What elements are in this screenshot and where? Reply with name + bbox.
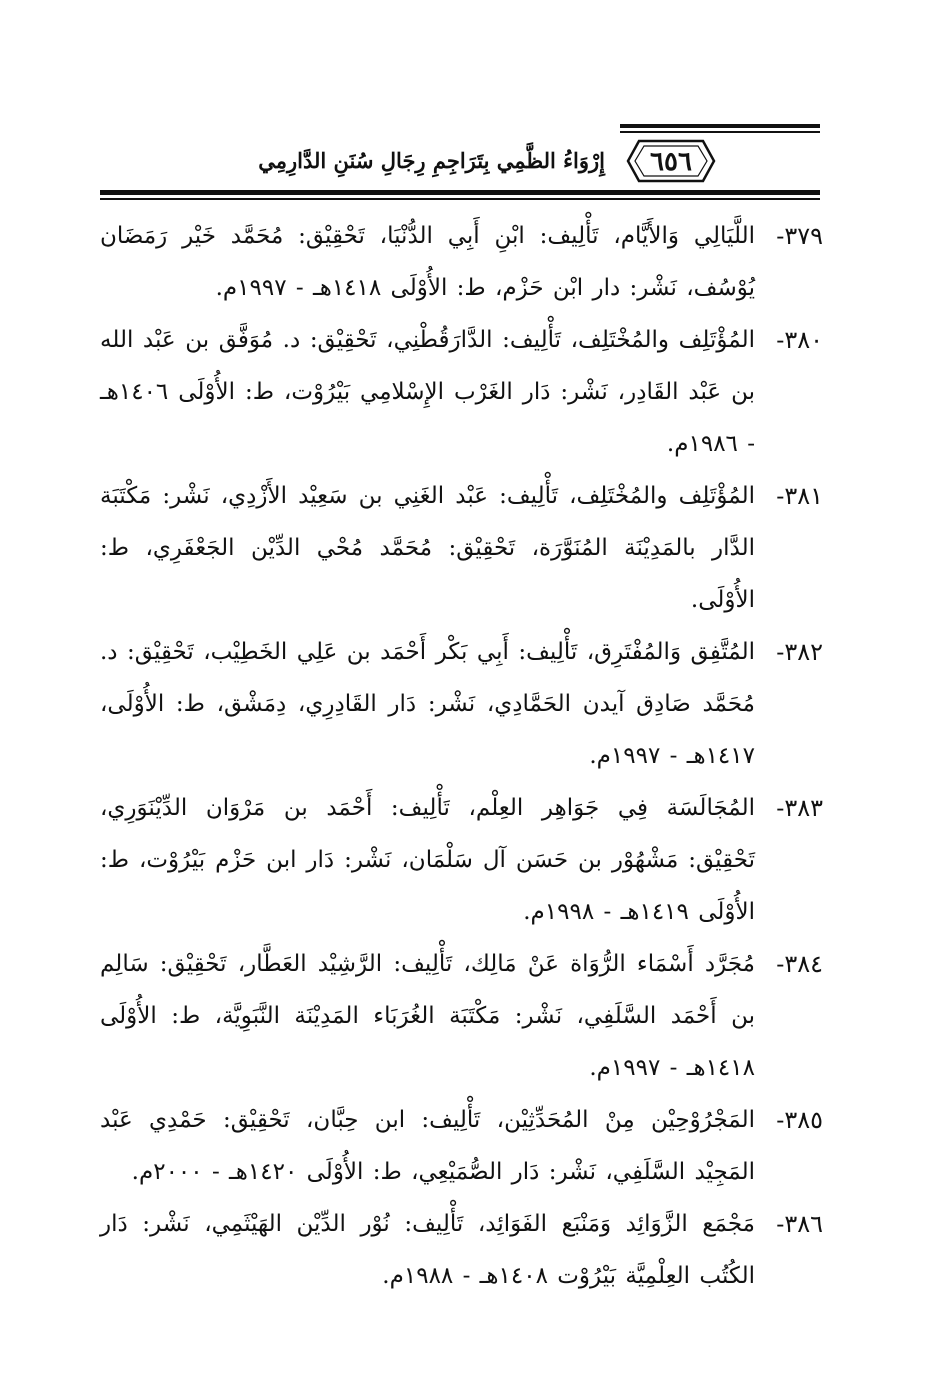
entry-number: ٣٨١- (776, 482, 823, 510)
bibliography-entry (100, 314, 823, 470)
bibliography-entry (100, 782, 823, 938)
bibliography-entry (100, 1198, 823, 1302)
entry-number: ٣٨٤- (776, 950, 823, 978)
entry-number: ٣٧٩- (776, 222, 823, 250)
page-number: ٦٥٦ (650, 147, 692, 177)
header-rule-top-thin (620, 131, 820, 133)
page-header (100, 118, 820, 204)
header-rule-bottom-thin (100, 198, 820, 200)
bibliography-entry (100, 626, 823, 782)
running-title: إِرْوَاءُ الظَّمِي بِتَرَاجِمِ رِجَالِ سُنَنِ الدَّارِمِي (258, 148, 605, 173)
header-rule-top (620, 124, 820, 128)
bibliography-entry (100, 1094, 823, 1198)
bibliography-list (100, 210, 823, 1302)
entry-text: مُجَرَّد أَسْمَاء الرُّوَاة عَنْ مَالِك، تَأْلِيف: الرَّشِيْد العَطَّار، تَحْقِيْق: سَالِم بن أَحْمَد السَّلَفِي، نَشْر: مَكْتَبَة الغُرَبَاء المَدِيْنَة النَّبَوِيَّة، ط: الأُوْلَى ١٤١٨هـ - ١٩٩٧م. (100, 951, 755, 1081)
entry-text: المُجَالَسَة فِي جَوَاهِر العِلْم، تَأْلِيف: أَحْمَد بن مَرْوَان الدِّيْنَوَرِي، تَحْقِيْق: مَشْهُوْر بن حَسَن آل سَلْمَان، نَشْر: دَار ابن حَزْم بَيْرُوْت، ط: الأُوْلَى ١٤١٩هـ - ١٩٩٨م. (100, 795, 755, 925)
entry-number: ٣٨٦- (776, 1210, 823, 1238)
bibliography-entry (100, 210, 823, 314)
bibliography-entry (100, 470, 823, 626)
bibliography-entry (100, 938, 823, 1094)
entry-number: ٣٨٠- (776, 326, 823, 354)
entry-text: المُتَّفِق وَالمُفْتَرِق، تَأْلِيف: أَبِي بَكْر أَحْمَد بن عَلِي الخَطِيْب، تَحْقِيْق: د. مُحَمَّد صَادِق آيدن الحَمَّادِي، نَشْر: دَار القَادِرِي، دِمَشْق، ط: الأُوْلَى، ١٤١٧هـ - ١٩٩٧م. (100, 639, 755, 769)
entry-number: ٣٨٣- (776, 794, 823, 822)
entry-text: مَجْمَع الزَّوَائِد وَمَنْبَع الفَوَائِد، تَأْلِيف: نُوْر الدِّيْن الهَيْثَمِي، نَشْر: دَار الكُتُب العِلْمِيَّة بَيْرُوْت ١٤٠٨هـ - ١٩٨٨م. (100, 1211, 755, 1289)
entry-number: ٣٨٢- (776, 638, 823, 666)
entry-text: المُؤْتَلِف والمُخْتَلِف، تَأْلِيف: عَبْد الغَنِي بن سَعِيْد الأَزْدِي، نَشْر: مَكْتَبَة الدَّار بالمَدِيْنَة المُنَوَّرَة، تَحْقِيْق: مُحَمَّد مُحْي الدِّيْن الجَعْفَرِي، ط: الأُوْلَى. (100, 483, 755, 613)
header-rule-bottom (100, 190, 820, 195)
entry-number: ٣٨٥- (776, 1106, 823, 1134)
entry-text: اللَّيَالِي وَالأَيَّام، تَأْلِيف: ابْنِ أَبِي الدُّنْيَا، تَحْقِيْق: مُحَمَّد خَيْر رَمَضَان يُوْسُف، نَشْر: دار ابْن حَزْم، ط: الأُوْلَى ١٤١٨هـ - ١٩٩٧م. (100, 223, 755, 301)
entry-text: المُؤْتَلِف والمُخْتَلِف، تَأْلِيف: الدَّارَقُطْنِي، تَحْقِيْق: د. مُوَفَّق بن عَبْد الله بن عَبْد القَادِر، نَشْر: دَار الغَرْب الإِسْلامِي بَيْرُوْت، ط: الأُوْلَى ١٤٠٦هـ - ١٩٨٦م. (100, 327, 755, 457)
entry-text: المَجْرُوْحِيْن مِنْ المُحَدِّثِيْن، تَأْلِيف: ابن حِبَّان، تَحْقِيْق: حَمْدِي عَبْد المَجِيْد السَّلَفِي، نَشْر: دَار الصُّمَيْعِي، ط: الأُوْلَى ١٤٢٠هـ - ٢٠٠٠م. (100, 1107, 755, 1185)
